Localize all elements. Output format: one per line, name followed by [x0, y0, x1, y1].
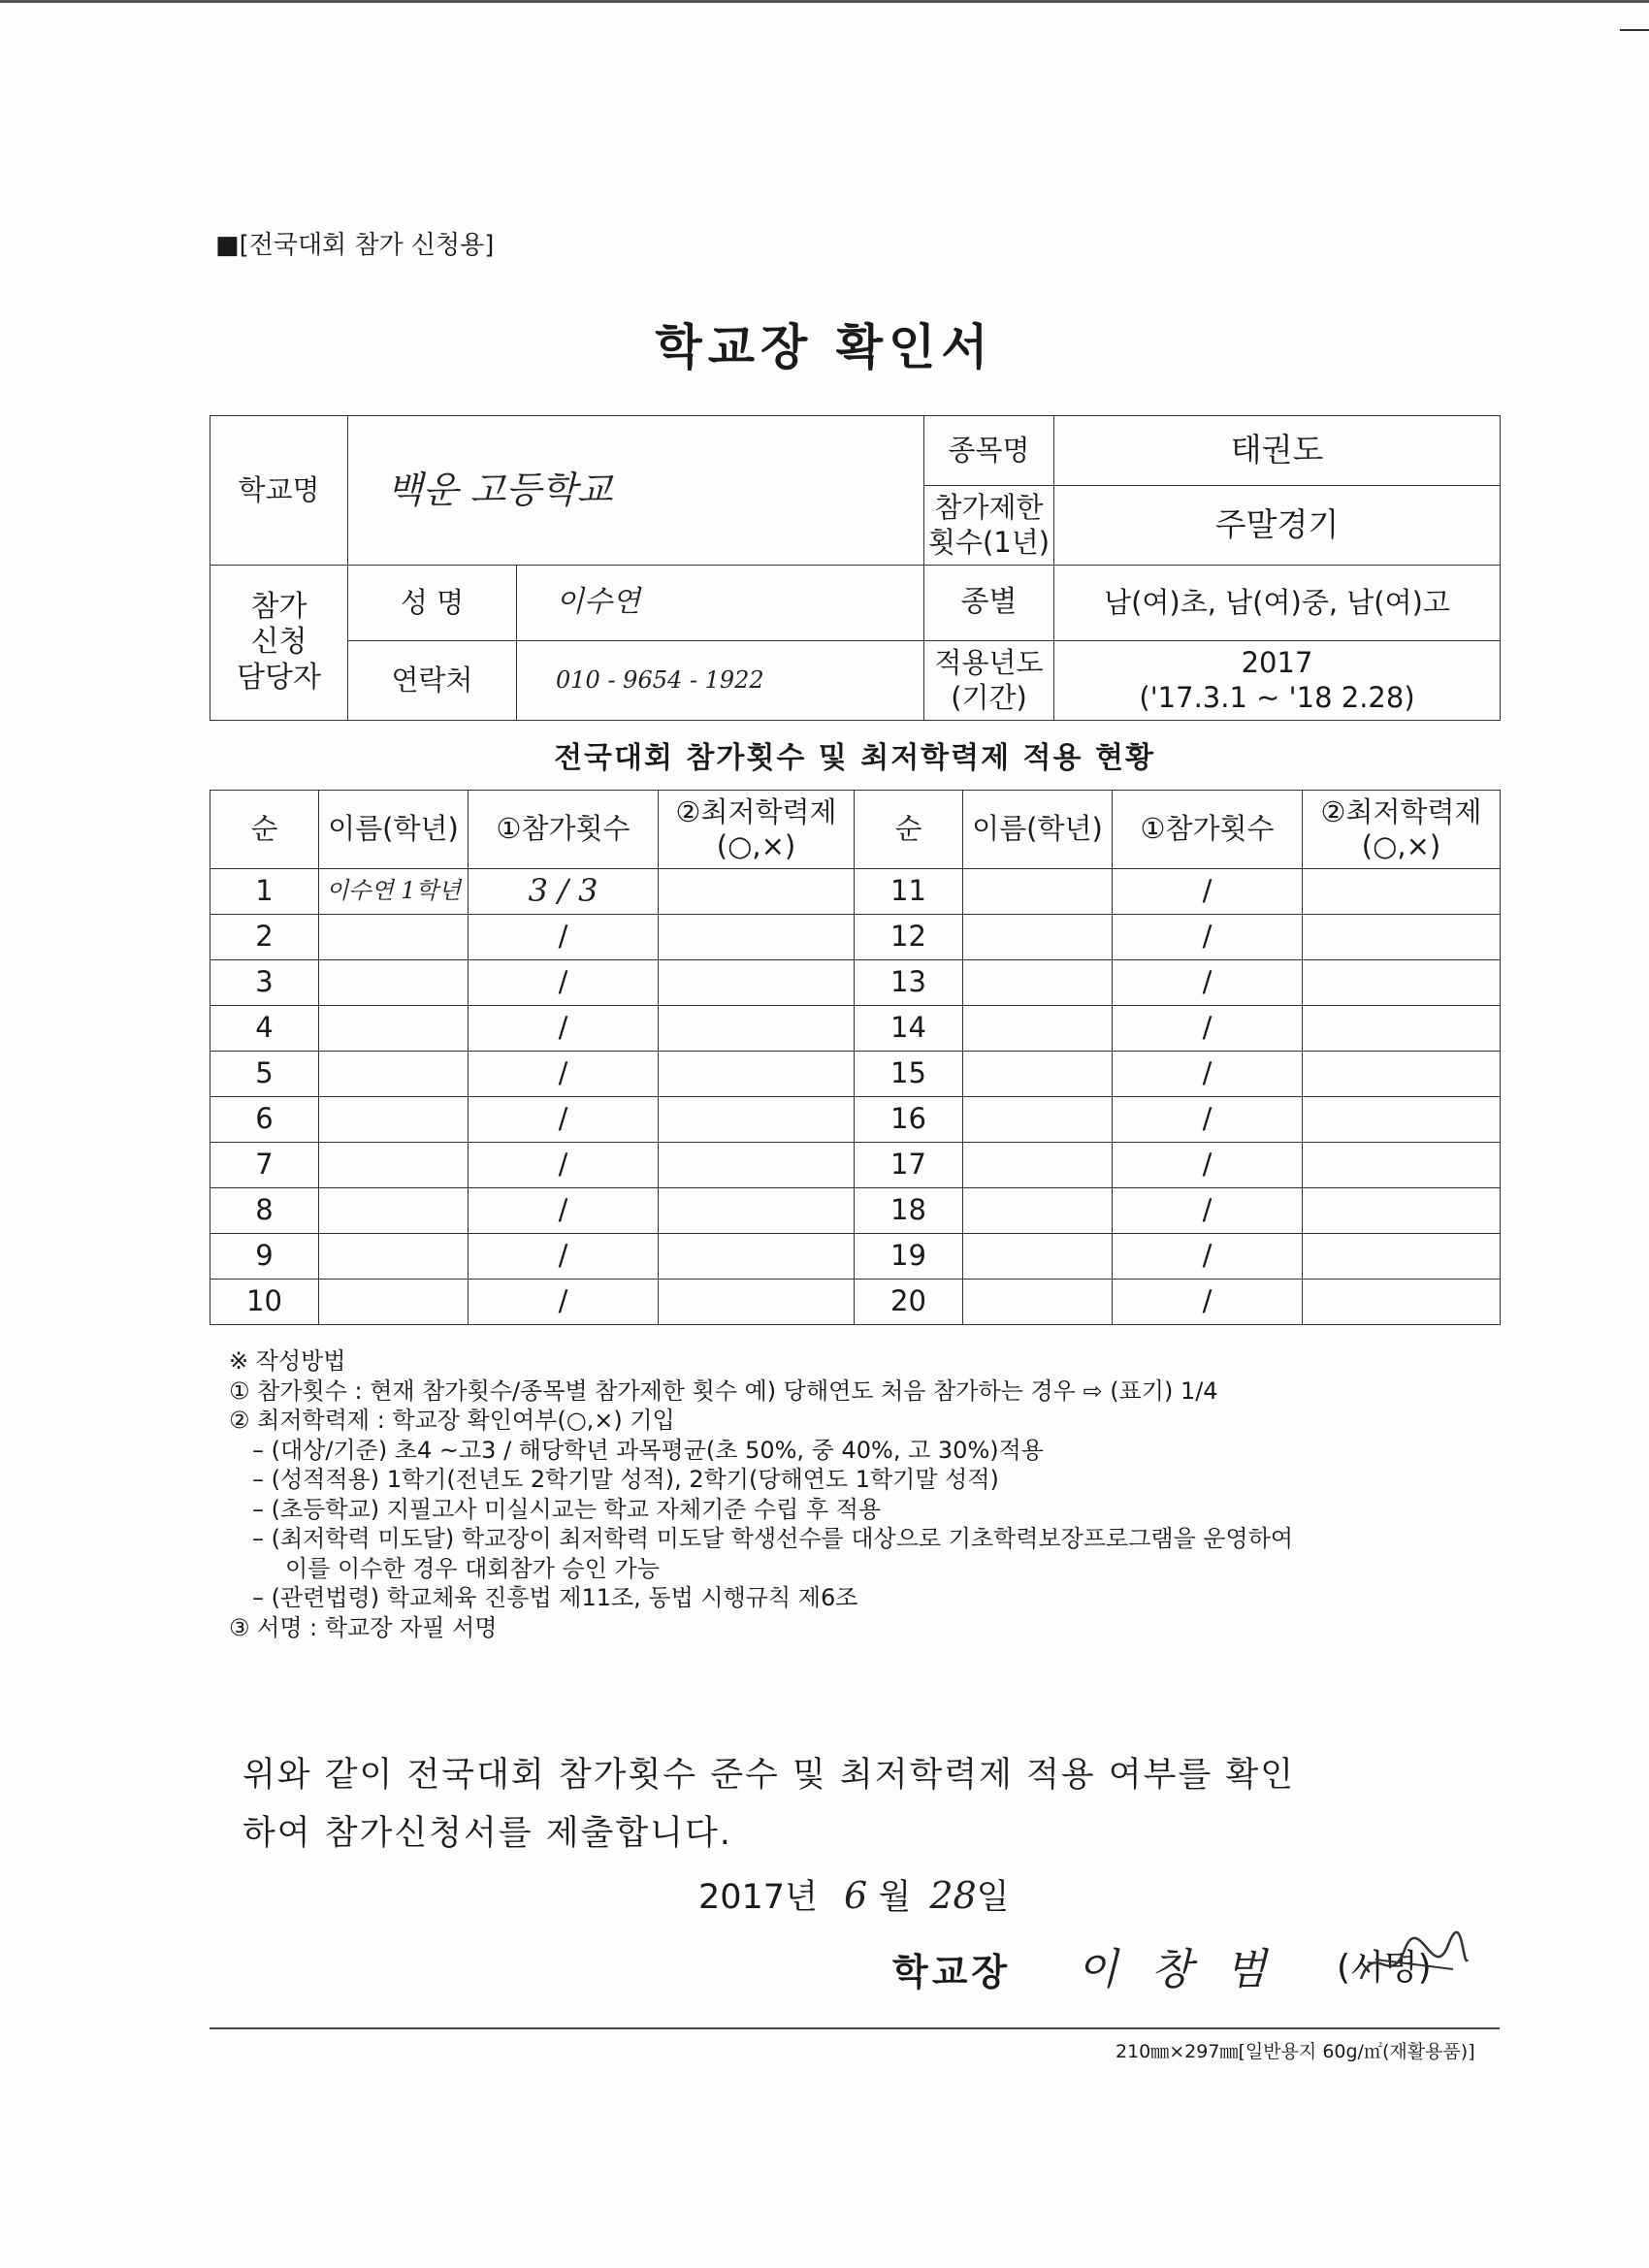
row-number: 3: [210, 960, 319, 1006]
applicant-label: 참가 신청 담당자: [210, 566, 348, 721]
row-number: 18: [855, 1188, 963, 1234]
year-period-cell: [1054, 641, 1501, 721]
row-name: [963, 1097, 1113, 1143]
row-academic-check: [659, 1097, 855, 1143]
event-value: 태권도: [1054, 416, 1501, 486]
row-participation-count: /: [1113, 1006, 1303, 1052]
row-participation-count: /: [469, 1143, 659, 1188]
row-name: [319, 1188, 469, 1234]
table-row: [210, 1188, 1501, 1234]
instruction-subitem: – (대상/기준) 초4 ~고3 / 해당학년 과목평균(초 50%, 중 40%, 고 30%)적용: [252, 1436, 1044, 1464]
row-number: 9: [210, 1234, 319, 1280]
col-no-left: 순: [210, 791, 319, 869]
instruction-subitem: – (관련법령) 학교체육 진흥법 제11조, 동법 시행규칙 제6조: [252, 1584, 858, 1611]
table-row: [210, 915, 1501, 960]
table-row: [210, 1006, 1501, 1052]
confirmation-line: 위와 같이 전국대회 참가횟수 준수 및 최저학력제 적용 여부를 확인: [242, 1756, 1296, 1795]
row-name: [319, 915, 469, 960]
row-name: [963, 1188, 1113, 1234]
paper-spec-footer: 210㎜×297㎜[일반용지 60g/㎡(재활용품)]: [1116, 2041, 1475, 2062]
instruction-item: ① 참가횟수 : 현재 참가횟수/종목별 참가제한 횟수 예) 당해연도 처음 참가하는 경우 ⇨ (표기) 1/4: [229, 1377, 1218, 1405]
row-name: [963, 869, 1113, 915]
handwritten-seal-scribble-icon: [1356, 1930, 1472, 1998]
row-participation-count: 3 / 3: [469, 869, 659, 915]
table-row: [210, 1234, 1501, 1280]
row-number: 6: [210, 1097, 319, 1143]
row-participation-count: /: [469, 1052, 659, 1097]
row-academic-check: [1303, 1052, 1501, 1097]
row-name: [319, 1280, 469, 1325]
instruction-subitem-continued: 이를 이수한 경우 대회참가 승인 가능: [285, 1554, 660, 1582]
bottom-divider: [210, 2027, 1500, 2029]
date-day-handwritten: 28: [929, 1874, 977, 1917]
row-academic-check: [659, 1188, 855, 1234]
participation-limit-value: 주말경기: [1054, 486, 1501, 566]
row-academic-check: [659, 869, 855, 915]
row-participation-count: /: [469, 1097, 659, 1143]
col-academic-right: ②최저학력제 (○,×): [1303, 791, 1501, 869]
col-count-left: ①참가횟수: [469, 791, 659, 869]
row-name: [963, 915, 1113, 960]
row-academic-check: [659, 1234, 855, 1280]
row-participation-count: /: [1113, 1097, 1303, 1143]
school-label: 학교명: [210, 416, 348, 566]
instruction-heading: ※ 작성방법: [229, 1347, 346, 1375]
contact-value: 010 - 9654 - 1922: [517, 641, 924, 721]
table-row: [210, 960, 1501, 1006]
row-number: 10: [210, 1280, 319, 1325]
year-value: 2017: [1241, 646, 1313, 680]
row-name: [963, 1234, 1113, 1280]
instructions: [229, 1346, 1293, 1642]
col-academic-left: ②최저학력제 (○,×): [659, 791, 855, 869]
row-participation-count: /: [1113, 1052, 1303, 1097]
col-name-right: 이름(학년): [963, 791, 1113, 869]
row-participation-count: /: [1113, 915, 1303, 960]
form-type-label: ■[전국대회 참가 신청용]: [215, 231, 495, 260]
row-participation-count: /: [1113, 960, 1303, 1006]
row-number: 4: [210, 1006, 319, 1052]
row-number: 11: [855, 869, 963, 915]
row-participation-count: /: [469, 1280, 659, 1325]
period-value: ('17.3.1 ~ '18 2.28): [1139, 680, 1415, 714]
gender-label: 종별: [924, 566, 1054, 641]
row-academic-check: [659, 960, 855, 1006]
row-participation-count: /: [1113, 1234, 1303, 1280]
confirmation-statement: [242, 1746, 1295, 1863]
info-table: [210, 415, 1501, 721]
applicant-name-label: 성 명: [348, 566, 517, 641]
row-participation-count: /: [469, 960, 659, 1006]
row-name: 이수연 1학년: [319, 869, 469, 915]
row-participation-count: /: [1113, 1188, 1303, 1234]
contact-label: 연락처: [348, 641, 517, 721]
row-name: [963, 1006, 1113, 1052]
principal-label: 학교장: [892, 1951, 1012, 1993]
row-academic-check: [659, 1052, 855, 1097]
col-count-right: ①참가횟수: [1113, 791, 1303, 869]
row-number: 2: [210, 915, 319, 960]
date-line: [698, 1870, 1009, 1919]
date-month-handwritten: 6: [844, 1874, 868, 1917]
instruction-subitem: – (초등학교) 지필고사 미실시교는 학교 자체기준 수립 후 적용: [252, 1495, 882, 1523]
table-row: [210, 1052, 1501, 1097]
year-label: 적용년도 (기간): [924, 641, 1054, 721]
row-academic-check: [1303, 1280, 1501, 1325]
row-academic-check: [1303, 960, 1501, 1006]
row-name: [319, 1097, 469, 1143]
row-number: 17: [855, 1143, 963, 1188]
row-number: 16: [855, 1097, 963, 1143]
row-academic-check: [1303, 1006, 1501, 1052]
row-participation-count: /: [469, 1006, 659, 1052]
row-academic-check: [659, 1006, 855, 1052]
event-label: 종목명: [924, 416, 1054, 486]
table-row: [210, 869, 1501, 915]
row-participation-count: /: [469, 1234, 659, 1280]
col-name-left: 이름(학년): [319, 791, 469, 869]
instruction-subitem: – (최저학력 미도달) 학교장이 최저학력 미도달 학생선수를 대상으로 기초학력보장프로그램을 운영하여: [252, 1525, 1294, 1552]
row-academic-check: [1303, 1097, 1501, 1143]
row-participation-count: /: [1113, 1143, 1303, 1188]
row-number: 19: [855, 1234, 963, 1280]
row-name: [963, 960, 1113, 1006]
row-participation-count: /: [469, 915, 659, 960]
school-name-value: 백운 고등학교: [348, 416, 924, 566]
instruction-item: ③ 서명 : 학교장 자필 서명: [229, 1613, 498, 1641]
row-number: 12: [855, 915, 963, 960]
table-header-row: [210, 791, 1501, 869]
row-participation-count: /: [1113, 869, 1303, 915]
row-name: [319, 960, 469, 1006]
row-name: [319, 1234, 469, 1280]
principal-signature: 이 창 범: [1077, 1945, 1277, 1994]
table-row: [210, 1280, 1501, 1325]
date-day-unit: 일: [976, 1878, 1010, 1917]
row-name: [319, 1052, 469, 1097]
row-academic-check: [1303, 1188, 1501, 1234]
instruction-subitem: – (성적적용) 1학기(전년도 2학기말 성적), 2학기(당해연도 1학기말 성적): [252, 1466, 999, 1493]
date-month-unit: 월: [878, 1878, 912, 1917]
row-academic-check: [1303, 869, 1501, 915]
participation-table: [210, 790, 1501, 1325]
row-name: [319, 1006, 469, 1052]
row-number: 1: [210, 869, 319, 915]
date-year: 2017년: [698, 1878, 818, 1917]
table-row: [210, 1097, 1501, 1143]
row-number: 8: [210, 1188, 319, 1234]
row-participation-count: /: [1113, 1280, 1303, 1325]
row-number: 14: [855, 1006, 963, 1052]
row-name: [963, 1143, 1113, 1188]
seal-mark: (서명): [1337, 1948, 1432, 1988]
row-number: 20: [855, 1280, 963, 1325]
table-row: [210, 1143, 1501, 1188]
row-name: [319, 1143, 469, 1188]
section-title: 전국대회 참가횟수 및 최저학력제 적용 현황: [554, 741, 1155, 775]
row-participation-count: /: [469, 1188, 659, 1234]
participation-limit-label: 참가제한 횟수(1년): [924, 486, 1054, 566]
col-no-right: 순: [855, 791, 963, 869]
instruction-item: ② 최저학력제 : 학교장 확인여부(○,×) 기입: [229, 1407, 675, 1434]
confirmation-line: 하여 참가신청서를 제출합니다.: [242, 1814, 732, 1853]
row-number: 7: [210, 1143, 319, 1188]
row-academic-check: [659, 1280, 855, 1325]
row-academic-check: [1303, 915, 1501, 960]
row-academic-check: [1303, 1143, 1501, 1188]
page-top-edge: [0, 0, 1649, 3]
row-name: [963, 1280, 1113, 1325]
row-number: 5: [210, 1052, 319, 1097]
row-academic-check: [659, 1143, 855, 1188]
row-academic-check: [659, 915, 855, 960]
row-name: [963, 1052, 1113, 1097]
row-number: 13: [855, 960, 963, 1006]
page-edge-mark: [1620, 29, 1649, 31]
document-title: 학교장 확인서: [655, 319, 994, 375]
row-academic-check: [1303, 1234, 1501, 1280]
applicant-name-value: 이수연: [517, 566, 924, 641]
row-number: 15: [855, 1052, 963, 1097]
gender-value: 남(여)초, 남(여)중, 남(여)고: [1054, 566, 1501, 641]
